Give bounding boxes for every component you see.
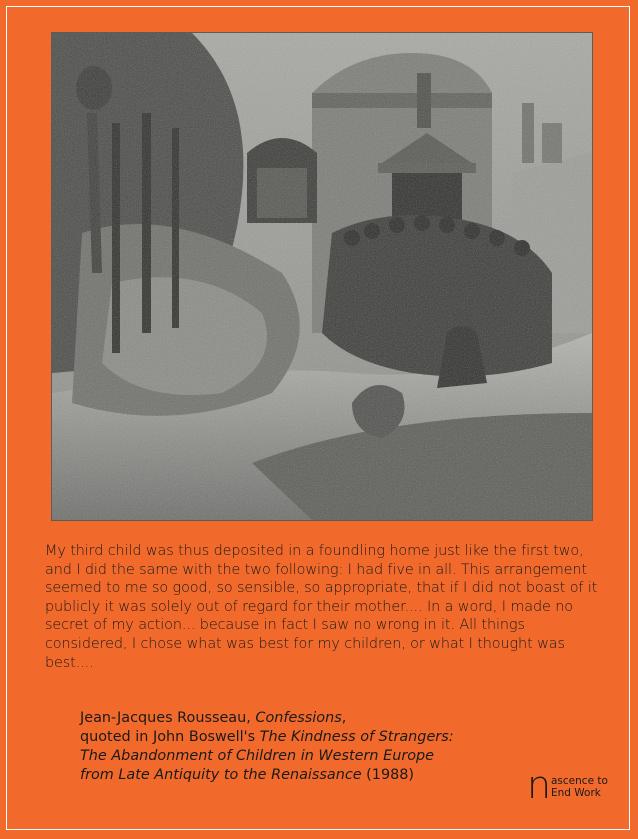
citation-book-line2: The Abandonment of Children in Western Europe bbox=[80, 748, 435, 764]
citation-line-4 bbox=[80, 766, 580, 785]
engraving-svg bbox=[52, 33, 592, 520]
quote-paragraph: My third child was thus deposited in a foundling home just like the first two, and I did the same with the two following: I had five in all. This arrangement seemed to me so good, so sensible, so appropriate, that if I did not boast of it publicly it was solely out of regard for their mother.... In a word, I made no secret of my action... because in fact I saw no wrong in it. All things considered, I chose what was best for my children, or what I thought was best.... bbox=[45, 543, 598, 671]
brand-letter: n bbox=[527, 763, 552, 807]
citation-comma: , bbox=[341, 710, 347, 726]
brand-line-1: ascence to bbox=[551, 775, 608, 787]
citation-line-2 bbox=[80, 728, 580, 747]
citation-book-line1: The Kindness of Strangers: bbox=[259, 729, 454, 745]
citation-author: Jean-Jacques Rousseau, bbox=[80, 710, 256, 726]
citation-line-3 bbox=[80, 747, 580, 766]
engraving-illustration bbox=[52, 33, 592, 520]
citation-year: (1988) bbox=[361, 767, 415, 783]
brand-line-2: End Work bbox=[551, 787, 601, 799]
brand-logo bbox=[527, 763, 627, 813]
citation-block bbox=[80, 709, 580, 785]
citation-book-line3: from Late Antiquity to the Renaissance bbox=[80, 767, 362, 783]
quote-block bbox=[45, 542, 605, 672]
citation-line-1 bbox=[80, 709, 580, 728]
citation-quoted-prefix: quoted in John Boswell's bbox=[80, 729, 260, 745]
citation-work: Confessions bbox=[255, 710, 342, 726]
